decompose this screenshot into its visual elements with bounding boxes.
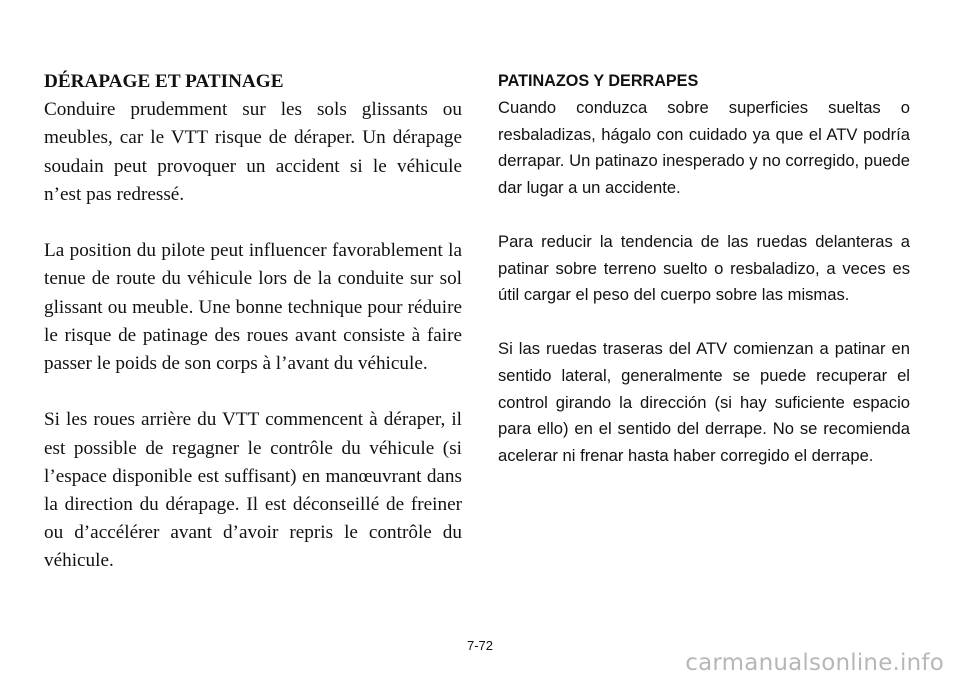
- french-column: [44, 68, 462, 576]
- watermark-text: carmanualsonline.info: [685, 650, 944, 676]
- french-paragraph-3: Si les roues arrière du VTT commencent à déraper, il est possible de regagner le contrôle du véhicule (si l’espace disponible est suffisant) en manœuvrant dans la direction du dérapage. Il est déconseillé de freiner ou d’accélérer avant d’avoir repris le contrôle du véhicule.: [44, 409, 462, 572]
- french-paragraph-1: Conduire prudemment sur les sols glissants ou meubles, car le VTT risque de déraper. Un dérapage soudain peut provoquer un accident si le véhicule n’est pas redressé.: [44, 99, 462, 205]
- spanish-heading: PATINAZOS Y DERRAPES: [498, 72, 699, 90]
- page-number: 7-72: [466, 638, 494, 653]
- spanish-paragraph-1: Cuando conduzca sobre superficies sueltas o resbaladizas, hágalo con cuidado ya que el ATV podría derrapar. Un patinazo inesperado y no corregido, puede dar lugar a un accidente.: [498, 97, 910, 198]
- spanish-column: [498, 68, 910, 470]
- spanish-paragraph-2: Para reducir la tendencia de las ruedas delanteras a patinar sobre terreno suelto o resbaladizo, a veces es útil cargar el peso del cuerpo sobre las mismas.: [498, 231, 910, 305]
- french-paragraph-2: La position du pilote peut influencer favorablement la tenue de route du véhicule lors de la conduite sur sol glissant ou meuble. Une bonne technique pour réduire le risque de patinage des roues avant consiste à faire passer le poids de son corps à l’avant du véhicule.: [44, 240, 462, 375]
- spanish-paragraph-3: Si las ruedas traseras del ATV comienzan a patinar en sentido lateral, generalmente se puede recuperar el control girando la dirección (si hay suficiente espacio para ello) en el sentido del derrape. No se recomienda acelerar ni frenar hasta haber corregido el derrape.: [498, 338, 910, 466]
- french-heading: DÉRAPAGE ET PATINAGE: [44, 71, 284, 92]
